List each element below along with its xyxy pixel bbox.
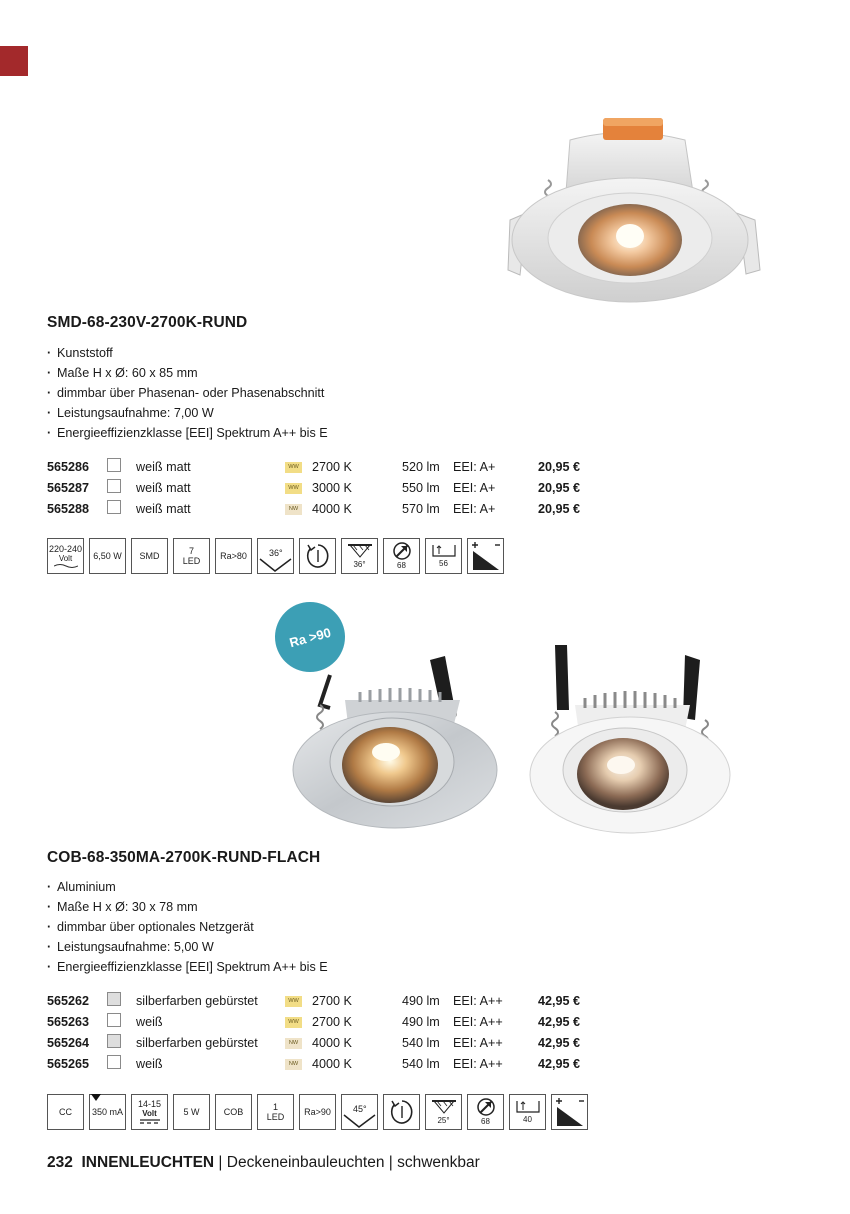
led-count-value: 7 <box>188 546 194 556</box>
light-color-tag: NW <box>285 504 302 515</box>
voltage-value: 14-15 <box>137 1099 162 1109</box>
voltage-value: 220-240 <box>48 544 83 554</box>
constant-current-icon <box>47 1094 84 1130</box>
feature-item: · Energieeffizienzklasse [EEI] Spektrum A++ bis E <box>47 423 328 443</box>
sku: 565287 <box>47 481 90 495</box>
power-value: 5 W <box>183 1107 200 1117</box>
energy-class: EEI: A++ <box>453 1036 503 1050</box>
feature-item: · Leistungsaufnahme: 7,00 W <box>47 403 328 423</box>
rotation-icon <box>299 538 336 574</box>
feature-item: · Leistungsaufnahme: 5,00 W <box>47 937 328 957</box>
sku: 565264 <box>47 1036 90 1050</box>
energy-class: EEI: A++ <box>453 994 503 1008</box>
cutout-diameter-icon <box>383 538 420 574</box>
variant-table <box>47 991 580 1075</box>
finish-swatch <box>107 992 121 1006</box>
footer-subcategory: Deckeneinbauleuchten <box>226 1154 385 1171</box>
ra-badge <box>275 602 345 672</box>
footer-separator: | <box>214 1154 227 1171</box>
current-icon <box>89 1094 126 1130</box>
feature-item: · dimmbar über optionales Netzgerät <box>47 917 328 937</box>
feature-item: · Aluminium <box>47 877 328 897</box>
price: 42,95 € <box>537 1015 580 1029</box>
price: 42,95 € <box>537 994 580 1008</box>
chapter-color-tab <box>0 46 28 76</box>
led-type-value: COB <box>223 1107 244 1117</box>
power-value: 6,50 W <box>93 551 122 561</box>
luminous-flux: 540 lm <box>402 1057 440 1071</box>
swivel-angle-icon <box>257 538 294 574</box>
luminous-flux: 490 lm <box>402 1015 440 1029</box>
color-rendering-icon <box>215 538 252 574</box>
feature-list <box>47 877 328 977</box>
installation-depth-icon <box>425 538 462 574</box>
variant-row <box>47 991 580 1012</box>
energy-class: EEI: A++ <box>453 1015 503 1029</box>
feature-item: · dimmbar über Phasenan- oder Phasenabschnitt <box>47 383 328 403</box>
finish-label: weiß <box>136 1057 163 1071</box>
cutout-diameter-value: 68 <box>397 561 406 570</box>
variant-row <box>47 499 580 520</box>
beam-angle-icon <box>425 1094 462 1130</box>
page-number: 232 <box>47 1154 73 1171</box>
finish-swatch <box>107 1055 121 1069</box>
spec-icon-row <box>47 538 507 574</box>
led-type-icon <box>215 1094 252 1130</box>
feature-list <box>47 343 328 443</box>
price: 42,95 € <box>537 1057 580 1071</box>
color-temperature: 2700 K <box>312 1015 352 1029</box>
beam-angle-value: 25° <box>437 1116 450 1125</box>
spec-icon-row <box>47 1094 592 1130</box>
color-rendering-value: Ra>80 <box>220 551 247 561</box>
page-footer <box>47 1154 480 1172</box>
color-rendering-value: Ra>90 <box>304 1107 331 1117</box>
feature-item: · Maße H x Ø: 30 x 78 mm <box>47 897 328 917</box>
price: 20,95 € <box>537 481 580 495</box>
dimmable-icon <box>467 538 504 574</box>
finish-label: silberfarben gebürstet <box>136 994 258 1008</box>
installation-depth-value: 56 <box>439 559 448 568</box>
sku: 565286 <box>47 460 90 474</box>
finish-label: weiß matt <box>136 481 191 495</box>
color-temperature: 4000 K <box>312 1057 352 1071</box>
light-color-tag: NW <box>285 1038 302 1049</box>
luminous-flux: 520 lm <box>402 460 440 474</box>
dimmable-icon <box>551 1094 588 1130</box>
led-count-icon <box>173 538 210 574</box>
voltage-icon <box>131 1094 168 1130</box>
beam-angle-icon <box>341 538 378 574</box>
light-color-tag: WW <box>285 462 302 473</box>
current-value: 350 mA <box>91 1107 124 1117</box>
variant-row <box>47 1054 580 1075</box>
finish-swatch <box>107 1013 121 1027</box>
sku: 565265 <box>47 1057 90 1071</box>
footer-subcategory: schwenkbar <box>397 1154 480 1171</box>
variant-row <box>47 1033 580 1054</box>
feature-item: · Kunststoff <box>47 343 328 363</box>
energy-class: EEI: A+ <box>453 502 496 516</box>
power-icon <box>89 538 126 574</box>
finish-label: weiß <box>136 1015 163 1029</box>
variant-table <box>47 457 580 520</box>
variant-row <box>47 1012 580 1033</box>
swivel-angle-value: 45° <box>353 1104 367 1114</box>
voltage-unit: Volt <box>58 554 73 563</box>
energy-class: EEI: A++ <box>453 1057 503 1071</box>
variant-row <box>47 478 580 499</box>
price: 20,95 € <box>537 502 580 516</box>
finish-label: weiß matt <box>136 460 191 474</box>
color-temperature: 3000 K <box>312 481 352 495</box>
swivel-angle-value: 36° <box>269 548 283 558</box>
voltage-unit: Volt <box>142 1109 157 1118</box>
rotation-icon <box>383 1094 420 1130</box>
led-count-icon <box>257 1094 294 1130</box>
price: 20,95 € <box>537 460 580 474</box>
variant-row <box>47 457 580 478</box>
finish-label: weiß matt <box>136 502 191 516</box>
finish-swatch <box>107 500 121 514</box>
finish-swatch <box>107 458 121 472</box>
footer-separator: | <box>384 1154 398 1171</box>
product-title: SMD-68-230V-2700K-RUND <box>47 314 248 331</box>
product-title: COB-68-350MA-2700K-RUND-FLACH <box>47 849 321 866</box>
beam-angle-value: 36° <box>353 560 366 569</box>
finish-swatch <box>107 1034 121 1048</box>
led-count-value: 1 <box>272 1102 278 1112</box>
swivel-angle-icon <box>341 1094 378 1130</box>
power-icon <box>173 1094 210 1130</box>
color-temperature: 2700 K <box>312 460 352 474</box>
ra-badge-label: Ra >90 <box>287 624 333 650</box>
led-count-unit: LED <box>182 556 201 566</box>
cutout-diameter-icon <box>467 1094 504 1130</box>
luminous-flux: 550 lm <box>402 481 440 495</box>
feature-item: · Maße H x Ø: 60 x 85 mm <box>47 363 328 383</box>
color-temperature: 4000 K <box>312 502 352 516</box>
color-temperature: 2700 K <box>312 994 352 1008</box>
luminous-flux: 540 lm <box>402 1036 440 1050</box>
current-type-value: CC <box>59 1107 72 1117</box>
energy-class: EEI: A+ <box>453 481 496 495</box>
sku: 565263 <box>47 1015 90 1029</box>
voltage-icon <box>47 538 84 574</box>
color-temperature: 4000 K <box>312 1036 352 1050</box>
footer-category: INNENLEUCHTEN <box>81 1154 215 1171</box>
light-color-tag: WW <box>285 1017 302 1028</box>
energy-class: EEI: A+ <box>453 460 496 474</box>
led-count-unit: LED <box>266 1112 285 1122</box>
product-photo-cob-68-white <box>525 640 745 840</box>
cutout-diameter-value: 68 <box>481 1117 490 1126</box>
finish-label: silberfarben gebürstet <box>136 1036 258 1050</box>
light-color-tag: WW <box>285 996 302 1007</box>
luminous-flux: 490 lm <box>402 994 440 1008</box>
sku: 565288 <box>47 502 90 516</box>
installation-depth-icon <box>509 1094 546 1130</box>
finish-swatch <box>107 479 121 493</box>
led-type-icon <box>131 538 168 574</box>
light-color-tag: NW <box>285 1059 302 1070</box>
luminous-flux: 570 lm <box>402 502 440 516</box>
price: 42,95 € <box>537 1036 580 1050</box>
installation-depth-value: 40 <box>523 1115 532 1124</box>
color-rendering-icon <box>299 1094 336 1130</box>
sku: 565262 <box>47 994 90 1008</box>
led-type-value: SMD <box>139 551 160 561</box>
feature-item: · Energieeffizienzklasse [EEI] Spektrum A++ bis E <box>47 957 328 977</box>
product-photo-cob-68-silver <box>290 640 510 840</box>
product-photo-smd-68 <box>490 110 780 310</box>
light-color-tag: WW <box>285 483 302 494</box>
